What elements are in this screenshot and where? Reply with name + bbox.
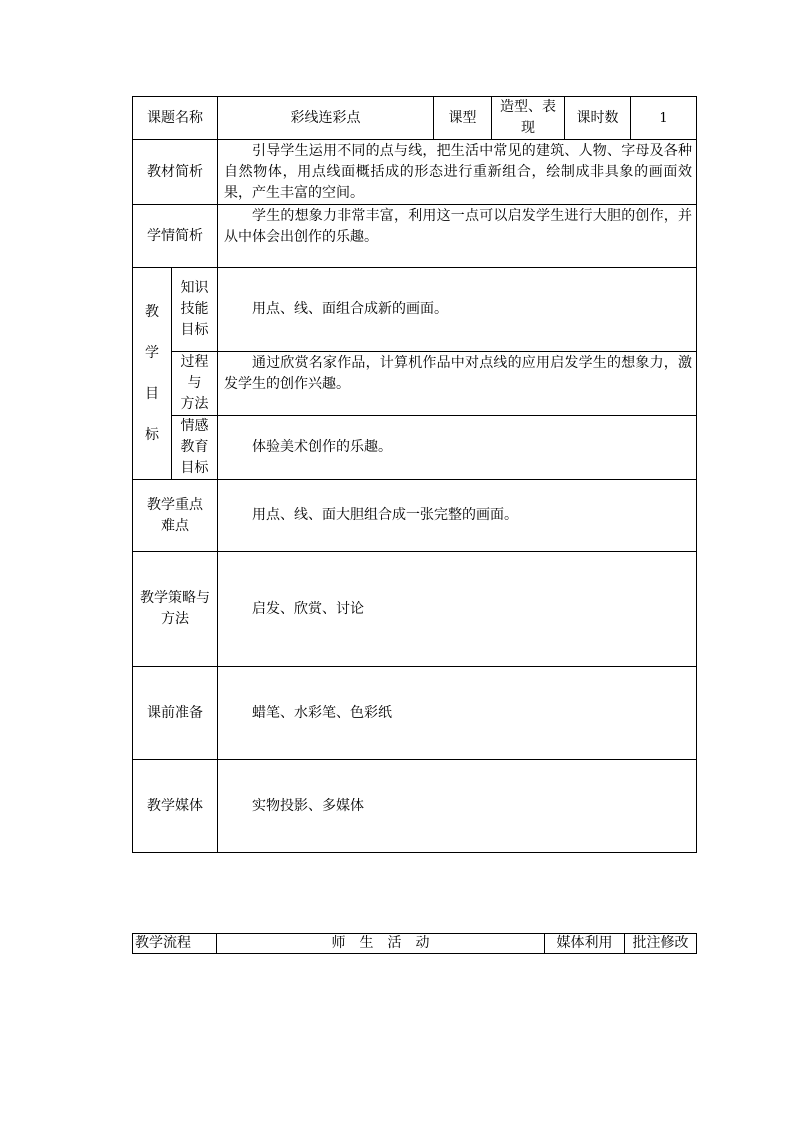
objectives-label-char: 标 xyxy=(145,426,159,443)
material-analysis-label: 教材简析 xyxy=(133,140,218,205)
title-value: 彩线连彩点 xyxy=(218,97,434,140)
objective-emotion-row xyxy=(133,416,697,480)
process-label xyxy=(172,352,218,416)
knowledge-label-line: 目标 xyxy=(180,322,209,338)
emotion-label-line: 情感 xyxy=(180,418,209,434)
lesson-header-row xyxy=(133,97,697,140)
key-points-text: 用点、线、面大胆组合成一张完整的画面。 xyxy=(218,480,697,552)
title-label: 课题名称 xyxy=(133,97,218,140)
emotion-label xyxy=(172,416,218,480)
objectives-label-char: 学 xyxy=(145,344,159,361)
key-points-label-line: 教学重点 xyxy=(147,496,203,513)
knowledge-label-line: 知识 xyxy=(180,280,209,296)
type-value xyxy=(492,97,565,140)
lesson-plan-table xyxy=(132,96,697,853)
media-label: 教学媒体 xyxy=(133,760,218,853)
student-analysis-label: 学情简析 xyxy=(133,205,218,268)
strategy-row xyxy=(133,552,697,667)
knowledge-label xyxy=(172,268,218,352)
material-analysis-row xyxy=(133,140,697,205)
preparation-text: 蜡笔、水彩笔、色彩纸 xyxy=(218,667,697,760)
flow-notes-label: 批注修改 xyxy=(625,934,697,954)
flow-media-label: 媒体利用 xyxy=(545,934,625,954)
process-label-line: 方法 xyxy=(180,396,209,412)
emotion-text: 体验美术创作的乐趣。 xyxy=(218,416,697,480)
key-points-label-line: 难点 xyxy=(161,517,189,534)
process-label-line: 过程 xyxy=(180,354,209,370)
student-analysis-text: 学生的想象力非常丰富，利用这一点可以启发学生进行大胆的创作，并从中体会出创作的乐趣。 xyxy=(218,205,697,268)
emotion-label-line: 目标 xyxy=(180,460,209,476)
teaching-flow-header-table xyxy=(132,933,697,954)
strategy-label xyxy=(133,552,218,667)
media-text: 实物投影、多媒体 xyxy=(218,760,697,853)
type-value-line1: 造型、表 xyxy=(500,99,556,115)
material-analysis-text: 引导学生运用不同的点与线，把生活中常见的建筑、人物、字母及各种自然物体，用点线面概括成的形态进行重新组合，绘制成非具象的画面效果，产生丰富的空间。 xyxy=(218,140,697,205)
key-points-row xyxy=(133,480,697,552)
objectives-label-char: 目 xyxy=(145,385,159,402)
strategy-label-line: 方法 xyxy=(161,611,189,627)
student-analysis-row xyxy=(133,205,697,268)
objective-process-row xyxy=(133,352,697,416)
process-text: 通过欣赏名家作品，计算机作品中对点线的应用启发学生的想象力，激发学生的创作兴趣。 xyxy=(218,352,697,416)
hours-value: 1 xyxy=(631,97,697,140)
type-value-line2: 现 xyxy=(521,120,535,136)
objective-knowledge-row xyxy=(133,268,697,352)
key-points-label xyxy=(133,480,218,552)
flow-process-label: 教学流程 xyxy=(133,934,217,954)
knowledge-text: 用点、线、面组合成新的画面。 xyxy=(218,268,697,352)
hours-label: 课时数 xyxy=(565,97,631,140)
media-row xyxy=(133,760,697,853)
knowledge-label-line: 技能 xyxy=(180,301,209,317)
emotion-label-line: 教育 xyxy=(180,439,209,455)
preparation-label: 课前准备 xyxy=(133,667,218,760)
strategy-label-line: 教学策略与 xyxy=(140,590,210,606)
objectives-label xyxy=(133,268,172,480)
preparation-row xyxy=(133,667,697,760)
process-label-line: 与 xyxy=(187,375,202,391)
flow-activity-label: 师 生 活 动 xyxy=(217,934,545,954)
type-label: 课型 xyxy=(434,97,492,140)
flow-header-row xyxy=(133,934,697,954)
strategy-text: 启发、欣赏、讨论 xyxy=(218,552,697,667)
objectives-label-char: 教 xyxy=(145,303,159,320)
